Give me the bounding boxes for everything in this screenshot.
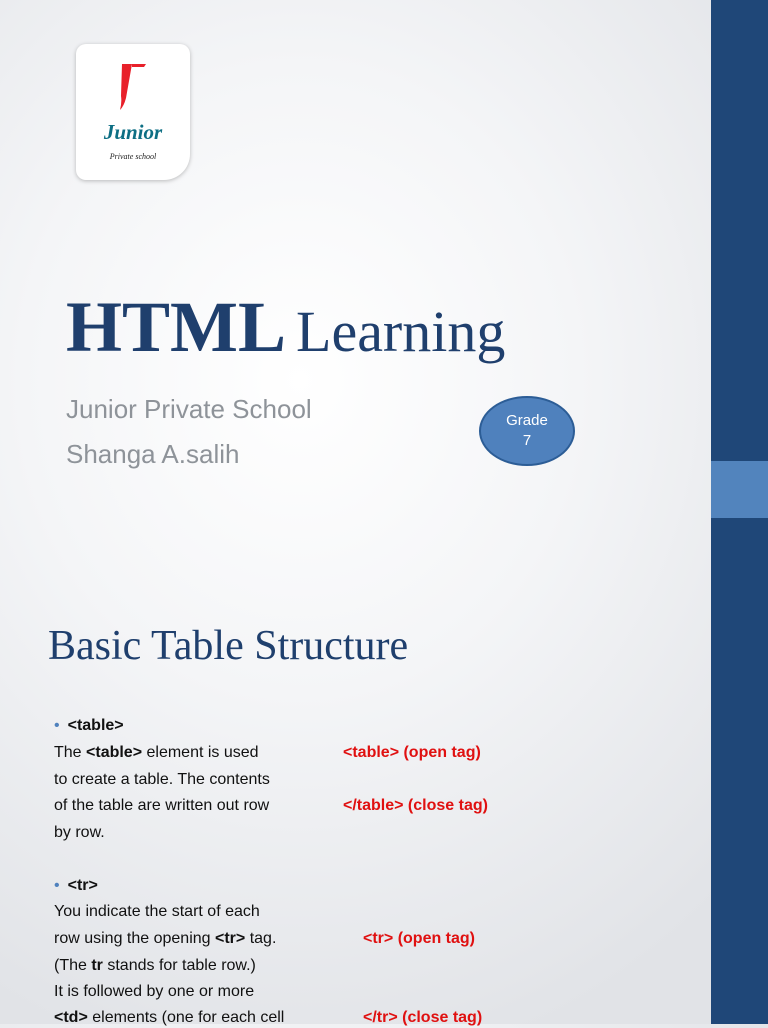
body-text: row using the opening <box>54 930 215 947</box>
side-accent-block <box>711 461 768 518</box>
tr-open-tag-note: <tr> (open tag) <box>363 930 476 947</box>
table-open-tag-note: <table> (open tag) <box>343 744 481 761</box>
inline-tag: tr <box>91 957 103 974</box>
school-logo <box>76 44 190 180</box>
body-text: elements (one for each cell <box>87 1009 285 1026</box>
logo-subtext: Private school <box>109 152 157 161</box>
grade-label: Grade <box>506 412 548 429</box>
bullet-heading-table <box>54 716 124 736</box>
body-line: of the table are written out row <box>54 797 270 814</box>
bullet-dot-icon: • <box>54 717 60 734</box>
body-line: It is followed by one or more <box>54 983 255 1000</box>
table-close-tag-note: </table> (close tag) <box>343 797 488 814</box>
body-line <box>54 1008 284 1028</box>
page-title <box>66 286 505 369</box>
tr-close-tag-note: </tr> (close tag) <box>363 1009 483 1026</box>
body-line <box>54 929 276 949</box>
section-title: Basic Table Structure <box>48 623 409 669</box>
body-line <box>54 743 259 763</box>
body-text: (The <box>54 957 92 974</box>
body-text: tag. <box>245 930 277 947</box>
body-text: stands for table row.) <box>102 957 256 974</box>
bullet-dot-icon: • <box>54 877 60 894</box>
body-line: You indicate the start of each <box>54 903 260 920</box>
author-name: Shanga A.salih <box>66 439 240 469</box>
body-line: to create a table. The contents <box>54 771 270 788</box>
school-name: Junior Private School <box>66 394 312 424</box>
title-bold: HTML <box>66 287 287 367</box>
body-line: by row. <box>54 824 105 841</box>
title-light: Learning <box>296 299 506 364</box>
inline-tag: <td> <box>54 1009 88 1026</box>
grade-number: 7 <box>522 432 532 449</box>
body-text: element is used <box>142 744 259 761</box>
inline-tag: <tr> <box>215 930 246 947</box>
grade-badge <box>479 396 575 466</box>
body-text: The <box>54 744 87 761</box>
body-line <box>54 956 256 976</box>
bullet-heading-text: <table> <box>67 717 124 734</box>
logo-name: Junior <box>103 120 163 144</box>
bullet-heading-text: <tr> <box>67 877 98 894</box>
inline-tag: <table> <box>86 744 143 761</box>
bullet-heading-tr <box>54 876 98 896</box>
pen-stroke-icon <box>102 58 162 120</box>
